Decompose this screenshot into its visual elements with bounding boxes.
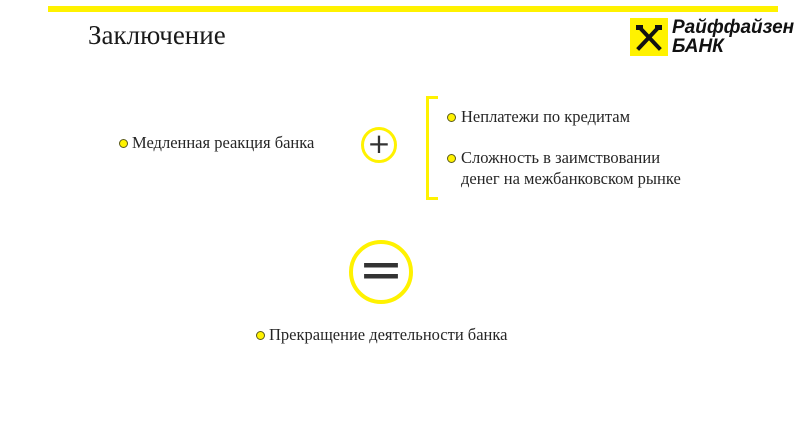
equals-sign: =	[358, 238, 404, 301]
logo-text-line1: Райффайзен	[672, 17, 795, 38]
bracket-decoration	[426, 96, 438, 200]
slide-title: Заключение	[88, 20, 226, 50]
bullet-icon	[119, 139, 128, 148]
plus-sign: +	[367, 126, 391, 160]
equals-circle-icon	[349, 240, 413, 304]
result-text: Прекращение деятельности банка	[269, 325, 508, 344]
plus-circle-icon	[361, 127, 397, 163]
bullet-icon	[447, 113, 456, 122]
right-item-1-text: Неплатежи по кредитам	[461, 107, 631, 126]
right-item-2-line1: Сложность в заимствовании	[461, 148, 661, 167]
logo-emblem-icon	[630, 18, 668, 56]
right-item-2-line2: денег на межбанковском рынке	[461, 169, 681, 188]
bullet-icon	[447, 154, 456, 163]
raiffeisen-logo	[630, 16, 795, 60]
bullet-icon	[256, 331, 265, 340]
logo-text-line2: БАНК	[672, 36, 724, 57]
left-item-text: Медленная реакция банка	[132, 133, 315, 152]
top-accent-bar	[48, 6, 778, 12]
